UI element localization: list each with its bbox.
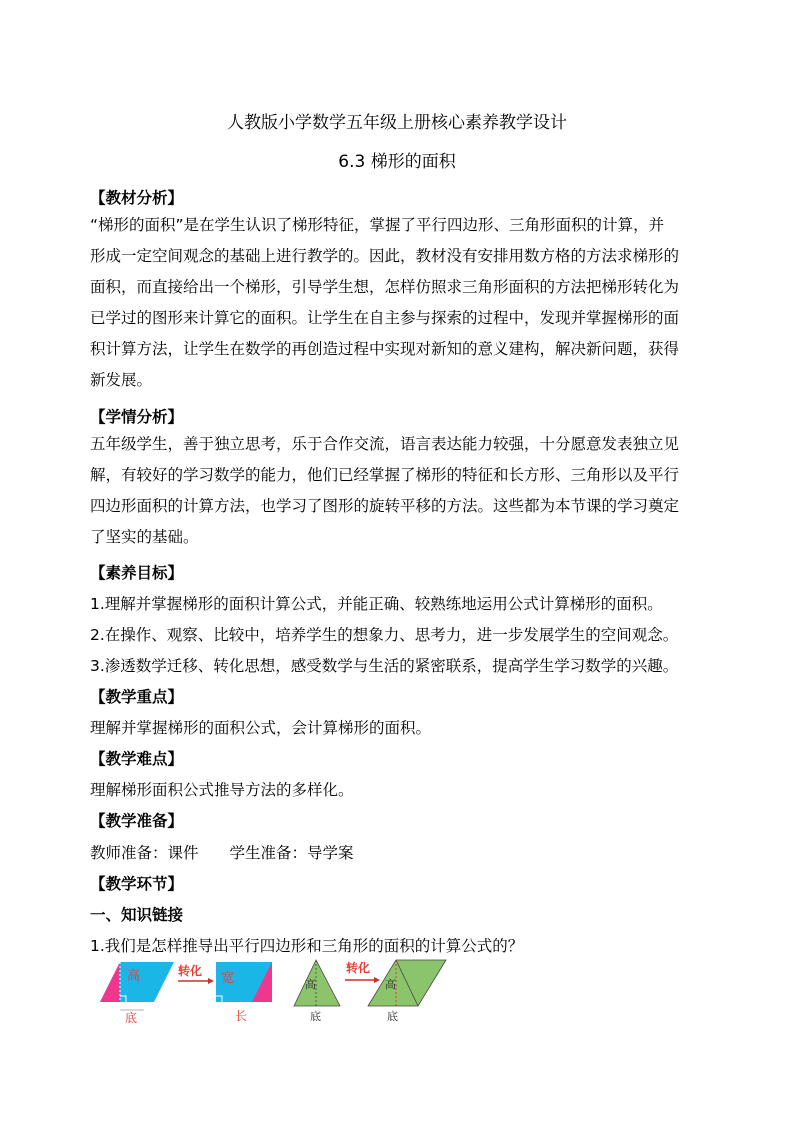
height-label: 高 [127, 969, 141, 984]
heading-zhunbei: 【教学准备】 [90, 812, 184, 830]
text-line: 形成一定空间观念的基础上进行教学的。因此，教材没有安排用数方格的方法求梯形的 [90, 247, 680, 265]
width-label: 宽 [221, 971, 235, 986]
arrow-head-icon [374, 977, 380, 983]
base-label: 底 [125, 1011, 138, 1024]
document-title: 人教版小学数学五年级上册核心素养教学设计 [227, 113, 567, 133]
area-transform-figure [100, 958, 460, 1024]
par2-base-label: 底 [387, 1010, 398, 1023]
triangle-base-label: 底 [310, 1010, 321, 1023]
heading-nandian: 【教学难点】 [90, 750, 184, 768]
text-line: 四边形面积的计算方法，也学习了图形的旋转平移的方法。这些都为本节课的学习奠定 [90, 497, 680, 515]
cut-triangle-shape [100, 962, 120, 1002]
lesson-title: 6.3 梯形的面积 [338, 152, 456, 172]
question-1: 1.我们是怎样推导出平行四边形和三角形的面积的计算公式的？ [90, 937, 524, 955]
goal-item: 2.在操作、观察、比较中，培养学生的想象力、思考力，进一步发展学生的空间观念。 [90, 626, 679, 644]
text-line: 积计算方法，让学生在数学的再创造过程中实现对新知的意义建构，解决新问题，获得 [90, 340, 680, 358]
heading-suyang: 【素养目标】 [90, 564, 184, 582]
transform-label-2: 转化 [346, 961, 371, 975]
preparation-text: 教师准备：课件 学生准备：导学案 [90, 844, 354, 862]
triangle-shape [294, 960, 340, 1006]
text-line: 了坚实的基础。 [90, 528, 199, 546]
transform-label: 转化 [178, 964, 203, 978]
difficulty-text: 理解梯形面积公式推导方法的多样化。 [90, 781, 354, 799]
goal-item: 3.渗透数学迁移、转化思想，感受数学与生活的紧密联系，提高学生学习数学的兴趣。 [90, 657, 679, 675]
key-point-text: 理解并掌握梯形的面积公式，会计算梯形的面积。 [90, 719, 432, 737]
text-line: 解，有较好的学习数学的能力，他们已经掌握了梯形的特征和长方形、三角形以及平行 [90, 466, 680, 484]
paragraph-xueqing [90, 429, 708, 553]
heading-huanjie: 【教学环节】 [90, 875, 184, 893]
triangle-height-label: 高 [305, 978, 316, 991]
length-label: 长 [235, 1009, 248, 1023]
heading-zhongdian: 【教学重点】 [90, 688, 184, 706]
subheading-zhishi: 一、知识链接 [90, 906, 184, 924]
goal-item: 1.理解并掌握梯形的面积计算公式，并能正确、较熟练地运用公式计算梯形的面积。 [90, 595, 663, 613]
text-line: 新发展。 [90, 371, 153, 389]
heading-jiaocai: 【教材分析】 [90, 189, 184, 207]
text-line: 已学过的图形来计算它的面积。让学生在自主参与探索的过程中，发现并掌握梯形的面 [90, 309, 680, 327]
text-line: 五年级学生，善于独立思考，乐于合作交流，语言表达能力较强，十分愿意发表独立见 [90, 435, 680, 453]
par2-height-label: 高 [385, 978, 396, 991]
arrow-head-icon [208, 978, 214, 984]
text-line: “梯形的面积”是在学生认识了梯形特征，掌握了平行四边形、三角形面积的计算，并 [90, 216, 665, 234]
paragraph-jiaocai [90, 210, 708, 396]
text-line: 面积，而直接给出一个梯形，引导学生想，怎样仿照求三角形面积的方法把梯形转化为 [90, 278, 680, 296]
heading-xueqing: 【学情分析】 [90, 408, 184, 426]
